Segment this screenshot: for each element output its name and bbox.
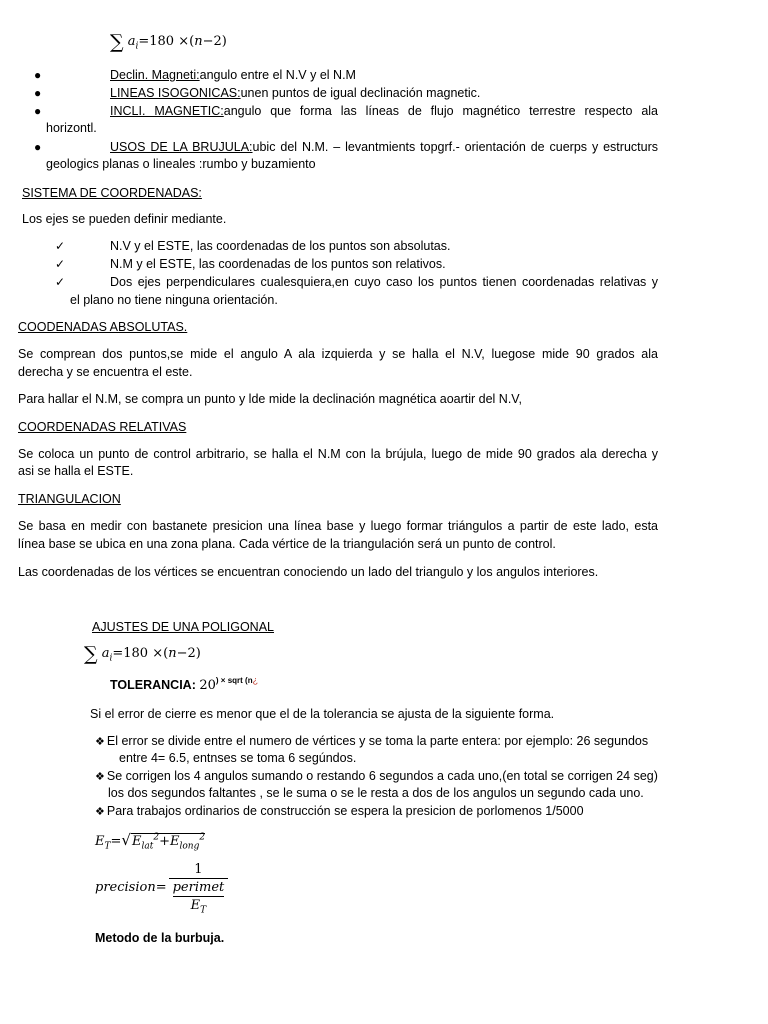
ajustes-item-2: ❖ Se corrigen los 4 angulos sumando o restando 6 segundos a cada uno,(en total se corrigen 24 seg)	[95, 769, 658, 783]
formula-sum-angles-ajustes: ∑ $a_i=180 \times(n-2)$	[84, 643, 201, 665]
formula-precision: precision= 1 perimet $E_T$	[95, 861, 228, 914]
bullet-dot: ●	[34, 68, 42, 82]
bullet-dot: ●	[34, 86, 42, 100]
absolutas-paragraph-1: Se comprean dos puntos,se mide el angulo A ala izquierda y se halla el N.V, luegose mide 90 grados ala	[18, 347, 658, 361]
tolerancia-row	[110, 677, 258, 694]
ajustes-item-3: ❖ Para trabajos ordinarios de construcción se espera la presicion de porlomenos 1/5000	[95, 804, 584, 818]
tolerancia-value: 20	[199, 678, 216, 693]
triangulacion-paragraph-2: Las coordenadas de los vértices se encuentran conociendo un lado del triangulo y los angulos interiores.	[18, 565, 599, 579]
sistema-item-3: Dos ejes perpendiculares cualesquiera,en cuyo caso los puntos tienen coordenadas relativas y	[110, 275, 658, 289]
ajustes-item-1: ❖ El error se divide entre el numero de vértices y se toma la parte entera: por ejemplo: 26 segundos	[95, 734, 649, 748]
triangulacion-paragraph-1-cont: línea base se ubica en una zona plana. Cada vértice de la triangulación será un punto de control.	[18, 537, 556, 551]
tolerancia-error-glyph: ¿	[252, 675, 259, 685]
diamond-bullet-icon: ❖	[95, 736, 105, 748]
metodo-burbuja: Metodo de la burbuja.	[95, 931, 225, 945]
heading-coordenadas-relativas: COORDENADAS RELATIVAS	[18, 420, 187, 434]
relativas-paragraph-1-cont: asi se halla el ESTE.	[18, 464, 134, 478]
formula-error-total: $E_T=√E_{lat}^2+E_{long}^2$	[95, 831, 206, 852]
sistema-intro: Los ejes se pueden definir mediante.	[22, 212, 227, 226]
bullet-dot: ●	[34, 140, 42, 154]
checkmark-icon: ✓	[55, 275, 66, 289]
heading-sistema-coordenadas: SISTEMA DE COORDENADAS:	[22, 186, 202, 200]
sistema-item-3-cont: el plano no tiene ninguna orientación.	[70, 293, 278, 307]
ajustes-item-1-cont: entre 4= 6.5, entnses se toma 6 segúndos.	[119, 751, 357, 765]
bullet-inclinacion: INCLI. MAGNETIC:angulo que forma las líneas de flujo magnético terrestre respecto ala	[110, 104, 659, 118]
bullet-usos-brujula-cont: geologics planas o lineales :rumbo y buzamiento	[46, 157, 316, 171]
bullet-declinacion: Declin. Magneti:angulo entre el N.V y el N.M	[110, 68, 356, 82]
sistema-item-2: N.M y el ESTE, las coordenadas de los puntos son relativos.	[110, 257, 446, 271]
triangulacion-paragraph-1: Se basa en medir con bastanete presicion una línea base y luego formar triángulos a partir de este lado, esta	[18, 519, 658, 533]
heading-coordenadas-absolutas: COODENADAS ABSOLUTAS.	[18, 320, 188, 334]
bullet-lineas-isogonicas: LINEAS ISOGONICAS:unen puntos de igual declinación magnetic.	[110, 86, 481, 100]
diamond-bullet-icon: ❖	[95, 771, 105, 783]
bullet-inclinacion-cont: horizontl.	[46, 121, 97, 135]
relativas-paragraph-1: Se coloca un punto de control arbitrario, se halla el N.M con la brújula, luego de mide 90 grados ala derecha y	[18, 447, 658, 461]
tolerancia-sup: ) × sqrt (n	[215, 676, 253, 685]
sistema-item-1: N.V y el ESTE, las coordenadas de los puntos son absolutas.	[110, 239, 451, 253]
bullet-dot: ●	[34, 104, 42, 118]
diamond-bullet-icon: ❖	[95, 806, 105, 818]
checkmark-icon: ✓	[55, 257, 66, 271]
bullet-usos-brujula: USOS DE LA BRUJULA:ubic del N.M. – levantmients topgrf.- orientación de cuerps y estructurs	[110, 140, 658, 154]
tolerancia-label: TOLERANCIA:	[110, 678, 196, 692]
formula-sum-angles-top: ∑ $a_i=180 \times(n-2)$	[110, 31, 227, 53]
ajustes-item-2-cont: los dos segundos faltantes , se le suma o se le resta a dos de los angulos un segundo cada uno.	[108, 786, 644, 800]
heading-triangulacion: TRIANGULACION	[18, 492, 121, 506]
absolutas-paragraph-1-cont: derecha y se encuentra el este.	[18, 365, 193, 379]
absolutas-paragraph-2: Para hallar el N.M, se compra un punto y lde mide la declinación magnética aoartir del N.V,	[18, 392, 522, 406]
checkmark-icon: ✓	[55, 239, 66, 253]
ajustes-intro: Si el error de cierre es menor que el de la tolerancia se ajusta de la siguiente forma.	[90, 707, 555, 721]
precision-fraction: 1 perimet $E_T$	[169, 861, 229, 914]
heading-ajustes-poligonal: AJUSTES DE UNA POLIGONAL	[92, 620, 274, 634]
